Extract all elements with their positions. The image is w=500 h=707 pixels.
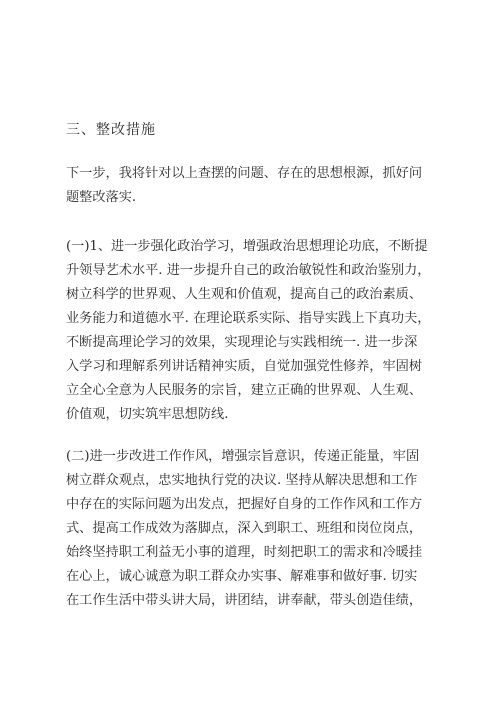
section-heading: 三、整改措施 [66, 122, 156, 138]
paragraph-line: (二)进一步改进工作作风，增强宗旨意识，传递正能量，牢固 [66, 449, 420, 464]
measure-two-paragraph [66, 445, 434, 613]
intro-paragraph [66, 162, 434, 210]
paragraph-line: (一)1、进一步强化政治学习，增强政治思想理论功底，不断提 [66, 239, 428, 254]
paragraph-line: 升领导艺术水平. 进一步提升自己的政治敏锐性和政治鉴别力， [66, 263, 431, 278]
paragraph-line: 入学习和理解系列讲话精神实质，自觉加强党性修养，牢固树 [66, 359, 423, 374]
paragraph-line: 业务能力和道德水平. 在理论联系实际、指导实践上下真功夫， [66, 311, 431, 326]
paragraph-line: 在工作生活中带头讲大局，讲团结，讲奉献，带头创造佳绩， [66, 593, 423, 608]
measure-one-paragraph [66, 235, 434, 427]
paragraph-line: 始终坚持职工利益无小事的道理，时刻把职工的需求和冷暖挂 [66, 545, 423, 560]
paragraph-line: 题整改落实. [66, 190, 137, 205]
paragraph-line: 式、提高工作成效为落脚点，深入到职工、班组和岗位岗点， [66, 521, 423, 536]
paragraph-line: 下一步，我将针对以上查摆的问题、存在的思想根源，抓好问 [66, 166, 423, 181]
paragraph-line: 树立科学的世界观、人生观和价值观，提高自己的政治素质、 [66, 287, 423, 302]
paragraph-line: 树立群众观点，忠实地执行党的决议. 坚持从解决思想和工作 [66, 473, 418, 488]
paragraph-line: 价值观，切实筑牢思想防线. [66, 407, 229, 422]
paragraph-line: 中存在的实际问题为出发点，把握好自身的工作作风和工作方 [66, 497, 423, 512]
paragraph-line: 不断提高理论学习的效果，实现理论与实践相统一. 进一步深 [66, 335, 418, 350]
paragraph-line: 立全心全意为人民服务的宗旨，建立正确的世界观、人生观、 [66, 383, 423, 398]
paragraph-line: 在心上，诚心诚意为职工群众办实事、解难事和做好事. 切实 [66, 569, 418, 584]
